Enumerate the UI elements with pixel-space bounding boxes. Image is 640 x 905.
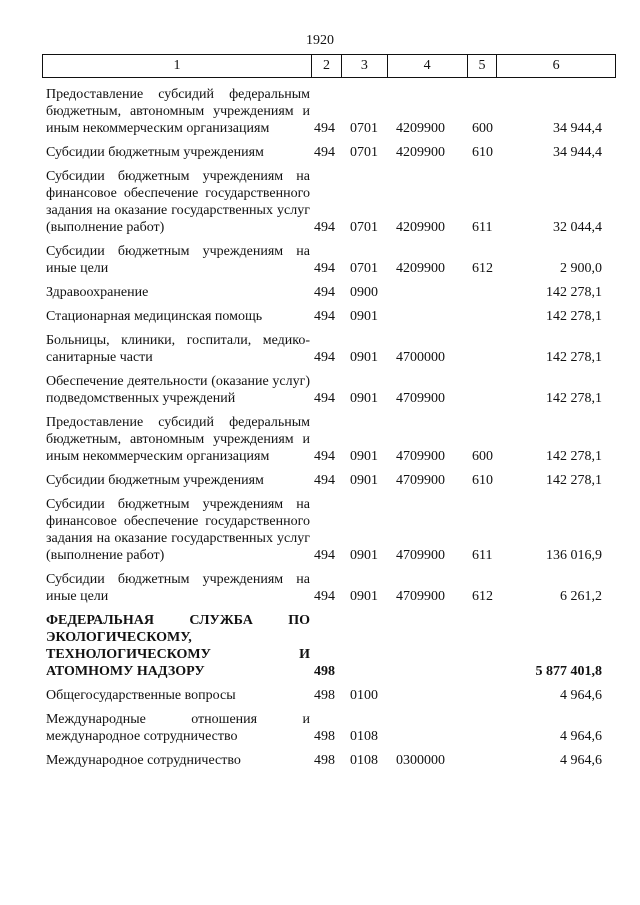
row-value-c6: 142 278,1 <box>546 449 602 464</box>
page-number: 1920 <box>306 33 334 48</box>
header-col-6: 6 <box>552 58 560 73</box>
table-row <box>46 144 602 161</box>
row-value-c6: 32 044,4 <box>553 220 602 235</box>
row-value-c2: 494 <box>314 261 335 276</box>
table-row <box>46 414 602 465</box>
row-value-c2: 494 <box>314 309 335 324</box>
row-description: Обеспечение деятельности (оказание услуг) подведомственных учреждений <box>46 374 310 406</box>
table-row <box>46 612 602 680</box>
row-value-c6: 142 278,1 <box>546 350 602 365</box>
row-description: Здравоохранение <box>46 285 149 300</box>
row-value-c2: 494 <box>314 145 335 160</box>
row-description: Субсидии бюджетным учреждениям <box>46 473 264 488</box>
row-value-c6: 142 278,1 <box>546 285 602 300</box>
row-value-c3: 0901 <box>350 589 378 604</box>
row-value-c3: 0901 <box>350 548 378 563</box>
header-col-1: 1 <box>43 55 312 77</box>
row-value-c6: 4 964,6 <box>560 753 602 768</box>
row-value-c3: 0901 <box>350 350 378 365</box>
row-value-c4: 4209900 <box>396 121 445 136</box>
row-value-c5: 611 <box>472 220 493 235</box>
table-row <box>46 243 602 277</box>
row-value-c2: 498 <box>314 753 335 768</box>
row-value-c3: 0100 <box>350 688 378 703</box>
row-value-c2: 494 <box>314 220 335 235</box>
row-description: Стационарная медицинская помощь <box>46 309 263 324</box>
table-row <box>46 284 602 301</box>
row-value-c6: 5 877 401,8 <box>535 664 602 679</box>
row-value-c6: 142 278,1 <box>546 309 602 324</box>
row-value-c3: 0901 <box>350 309 378 324</box>
row-value-c2: 494 <box>314 589 335 604</box>
row-value-c4: 0300000 <box>396 753 445 768</box>
row-value-c2: 494 <box>314 548 335 563</box>
table-row <box>46 373 602 407</box>
row-value-c6: 4 964,6 <box>560 688 602 703</box>
row-description: Общегосударственные вопросы <box>46 688 236 703</box>
table-row <box>46 308 602 325</box>
table-header <box>42 54 616 78</box>
row-description: ФЕДЕРАЛЬНАЯ СЛУЖБА ПО ЭКОЛОГИЧЕСКОМУ, ТЕХНОЛОГИЧЕСКОМУ И АТОМНОМУ НАДЗОРУ <box>46 613 310 679</box>
row-description: Субсидии бюджетным учреждениям на финансовое обеспечение государственного задания на оказание государственных услуг (выполнение работ) <box>46 497 310 563</box>
row-description: Предоставление субсидий федеральным бюджетным, автономным учреждениям и иным некоммерческим организациям <box>46 87 310 136</box>
table-row <box>46 752 602 769</box>
table-row <box>46 168 602 236</box>
table-row <box>46 711 602 745</box>
row-value-c6: 142 278,1 <box>546 473 602 488</box>
table-row <box>46 86 602 137</box>
row-value-c6: 4 964,6 <box>560 729 602 744</box>
row-value-c5: 612 <box>472 261 493 276</box>
row-value-c2: 494 <box>314 473 335 488</box>
row-value-c6: 136 016,9 <box>546 548 602 563</box>
row-value-c3: 0901 <box>350 391 378 406</box>
row-value-c4: 4709900 <box>396 589 445 604</box>
row-value-c6: 34 944,4 <box>553 145 602 160</box>
row-value-c3: 0701 <box>350 220 378 235</box>
row-value-c6: 2 900,0 <box>560 261 602 276</box>
row-description: Больницы, клиники, госпитали, медико-санитарные части <box>46 333 310 365</box>
row-value-c5: 600 <box>472 121 493 136</box>
row-description: Субсидии бюджетным учреждениям на иные цели <box>46 244 310 276</box>
table-row <box>46 571 602 605</box>
table-row <box>46 687 602 704</box>
row-value-c3: 0701 <box>350 261 378 276</box>
table-row <box>46 332 602 366</box>
row-value-c2: 494 <box>314 391 335 406</box>
row-value-c5: 611 <box>472 548 493 563</box>
row-value-c2: 498 <box>314 688 335 703</box>
row-value-c3: 0701 <box>350 145 378 160</box>
row-description: Субсидии бюджетным учреждениям на финансовое обеспечение государственного задания на оказание государственных услуг (выполнение работ) <box>46 169 310 235</box>
table-body <box>46 86 602 776</box>
header-col-2: 2 <box>312 55 342 77</box>
row-value-c2: 498 <box>314 664 335 679</box>
row-value-c2: 498 <box>314 729 335 744</box>
row-description: Международное сотрудничество <box>46 753 241 768</box>
row-value-c2: 494 <box>314 285 335 300</box>
row-value-c3: 0900 <box>350 285 378 300</box>
row-value-c6: 142 278,1 <box>546 391 602 406</box>
row-value-c3: 0901 <box>350 449 378 464</box>
row-value-c3: 0901 <box>350 473 378 488</box>
row-value-c5: 610 <box>472 145 493 160</box>
row-value-c5: 610 <box>472 473 493 488</box>
row-value-c3: 0108 <box>350 753 378 768</box>
row-value-c5: 600 <box>472 449 493 464</box>
row-value-c4: 4709900 <box>396 473 445 488</box>
row-value-c6: 6 261,2 <box>560 589 602 604</box>
header-col-5: 5 <box>468 55 498 77</box>
row-value-c4: 4709900 <box>396 449 445 464</box>
row-value-c4: 4709900 <box>396 391 445 406</box>
row-description: Субсидии бюджетным учреждениям <box>46 145 264 160</box>
row-value-c4: 4209900 <box>396 145 445 160</box>
row-value-c4: 4709900 <box>396 548 445 563</box>
row-value-c2: 494 <box>314 449 335 464</box>
header-col-4: 4 <box>388 55 468 77</box>
row-value-c2: 494 <box>314 121 335 136</box>
table-row <box>46 496 602 564</box>
row-description: Субсидии бюджетным учреждениям на иные цели <box>46 572 310 604</box>
row-value-c3: 0701 <box>350 121 378 136</box>
row-value-c4: 4209900 <box>396 220 445 235</box>
row-value-c3: 0108 <box>350 729 378 744</box>
row-value-c4: 4700000 <box>396 350 445 365</box>
row-value-c4: 4209900 <box>396 261 445 276</box>
header-col-3: 3 <box>342 55 388 77</box>
row-description: Предоставление субсидий федеральным бюджетным, автономным учреждениям и иным некоммерческим организациям <box>46 415 310 464</box>
table-row <box>46 472 602 489</box>
row-value-c6: 34 944,4 <box>553 121 602 136</box>
row-description: Международные отношения и международное сотрудничество <box>46 712 310 744</box>
row-value-c5: 612 <box>472 589 493 604</box>
row-value-c2: 494 <box>314 350 335 365</box>
